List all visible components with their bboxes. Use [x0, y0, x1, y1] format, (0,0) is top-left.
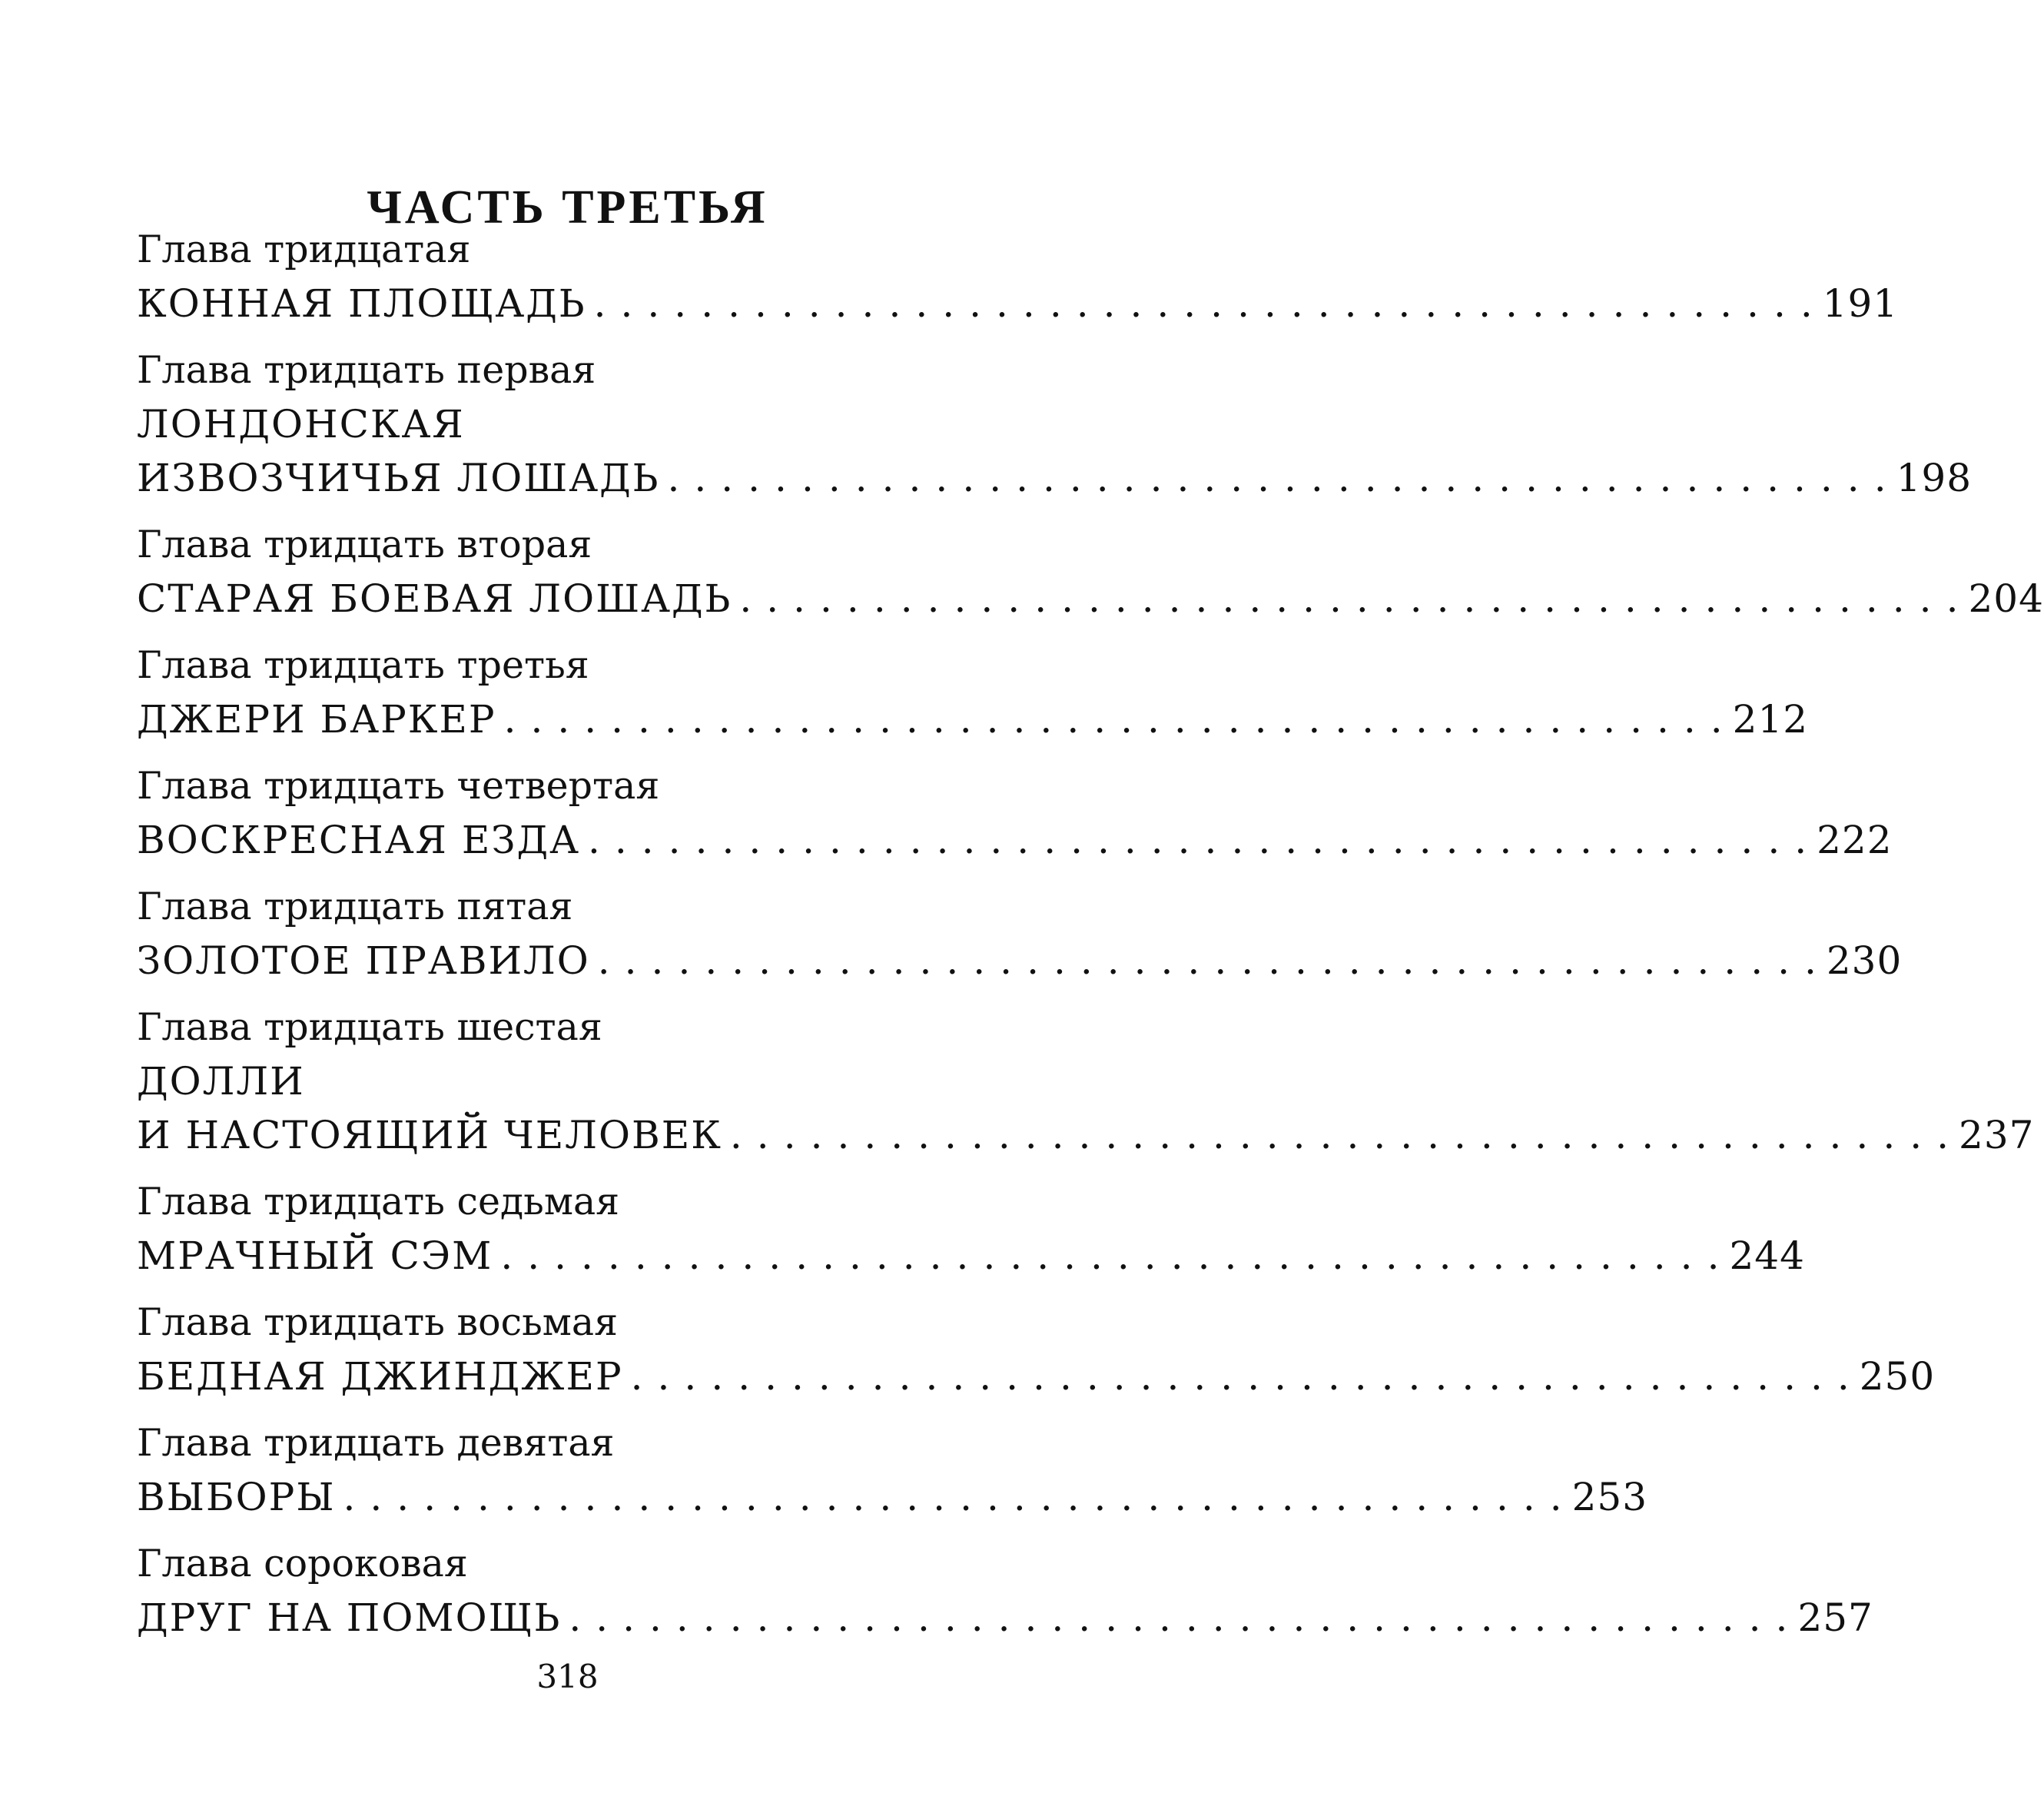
toc-entry[interactable] [137, 1175, 1805, 1283]
table-of-contents [137, 223, 2044, 1658]
chapter-title: ДЖЕРИ БАРКЕР [137, 697, 496, 742]
page-reference[interactable]: 230 [1826, 938, 1903, 983]
page-number: 318 [536, 1658, 599, 1695]
page-reference[interactable]: 191 [1822, 281, 1899, 326]
chapter-number: Глава тридцатая [137, 227, 471, 271]
chapter-title-row [137, 451, 1973, 505]
chapter-number: Глава тридцать пятая [137, 885, 573, 928]
page-reference[interactable]: 198 [1896, 456, 1973, 500]
chapter-number: Глава тридцать вторая [137, 523, 592, 566]
chapter-title-row [137, 934, 1903, 988]
page-reference[interactable]: 222 [1817, 818, 1893, 862]
page-reference[interactable]: 212 [1732, 697, 1809, 742]
chapter-title: ВОСКРЕСНАЯ ЕЗДА [137, 818, 580, 862]
chapter-number: Глава тридцать восьмая [137, 1300, 618, 1344]
chapter-number: Глава тридцать шестая [137, 1005, 602, 1049]
toc-entry[interactable] [137, 880, 1903, 988]
chapter-number: Глава сороковая [137, 1542, 468, 1585]
dot-leader: .............................................. [569, 1595, 1803, 1640]
chapter-title: СТАРАЯ БОЕВАЯ ЛОШАДЬ [137, 576, 732, 621]
chapter-number: Глава тридцать четвертая [137, 764, 660, 808]
chapter-title: ДРУГ НА ПОМОЩЬ [137, 1595, 562, 1640]
chapter-title-row [137, 277, 1899, 330]
page-reference[interactable]: 253 [1571, 1475, 1648, 1519]
dot-leader: .............................................. [597, 938, 1831, 983]
dot-leader: .............................................. [500, 1233, 1734, 1278]
toc-entry[interactable] [137, 1537, 1873, 1645]
page-reference[interactable]: 237 [1959, 1113, 2035, 1157]
page-reference[interactable]: 204 [1968, 576, 2044, 621]
page-reference[interactable]: 250 [1859, 1354, 1936, 1399]
toc-entry[interactable] [137, 1001, 2035, 1162]
toc-entry[interactable] [137, 639, 1809, 746]
dot-leader: .............................................. [667, 456, 1901, 500]
chapter-number: Глава тридцать седьмая [137, 1180, 620, 1223]
chapter-title: ДОЛЛИ [137, 1059, 305, 1104]
toc-entry[interactable] [137, 223, 1899, 330]
chapter-title: БЕДНАЯ ДЖИНДЖЕР [137, 1354, 623, 1399]
chapter-title: ВЫБОРЫ [137, 1475, 336, 1519]
chapter-title-row [137, 1591, 1873, 1645]
dot-leader: .............................................. [343, 1475, 1577, 1519]
chapter-title: КОННАЯ ПЛОЩАДЬ [137, 281, 586, 326]
chapter-title-row [137, 692, 1809, 746]
chapter-title: ЗОЛОТОЕ ПРАВИЛО [137, 938, 590, 983]
chapter-title: ИЗВОЗЧИЧЬЯ ЛОШАДЬ [137, 456, 660, 500]
toc-entry[interactable] [137, 1416, 1648, 1524]
chapter-number: Глава тридцать третья [137, 643, 589, 687]
chapter-number: Глава тридцать первая [137, 348, 596, 392]
dot-leader: .............................................. [729, 1113, 1964, 1157]
chapter-title-row [137, 813, 1893, 867]
chapter-title-row [137, 1470, 1648, 1524]
chapter-title: МРАЧНЫЙ СЭМ [137, 1233, 493, 1278]
page-reference[interactable]: 244 [1729, 1233, 1805, 1278]
chapter-title-row [137, 1108, 2035, 1162]
chapter-title-row [137, 1350, 1936, 1403]
chapter-title: И НАСТОЯЩИЙ ЧЕЛОВЕК [137, 1113, 722, 1157]
dot-leader: .............................................. [739, 576, 1973, 621]
chapter-title: ЛОНДОНСКАЯ [137, 402, 465, 447]
chapter-title-row [137, 572, 2044, 626]
dot-leader: .............................................. [630, 1354, 1864, 1399]
toc-entry[interactable] [137, 1296, 1936, 1403]
chapter-title-row [137, 1229, 1805, 1283]
page-reference[interactable]: 257 [1797, 1595, 1873, 1640]
toc-entry[interactable] [137, 759, 1893, 867]
dot-leader: .............................................. [593, 281, 1827, 326]
part-heading: ЧАСТЬ ТРЕТЬЯ [367, 181, 768, 234]
toc-entry[interactable] [137, 518, 2044, 626]
dot-leader: .............................................. [503, 697, 1737, 742]
dot-leader: .............................................. [588, 818, 1822, 862]
toc-entry[interactable] [137, 344, 1973, 505]
chapter-number: Глава тридцать девятая [137, 1421, 615, 1465]
